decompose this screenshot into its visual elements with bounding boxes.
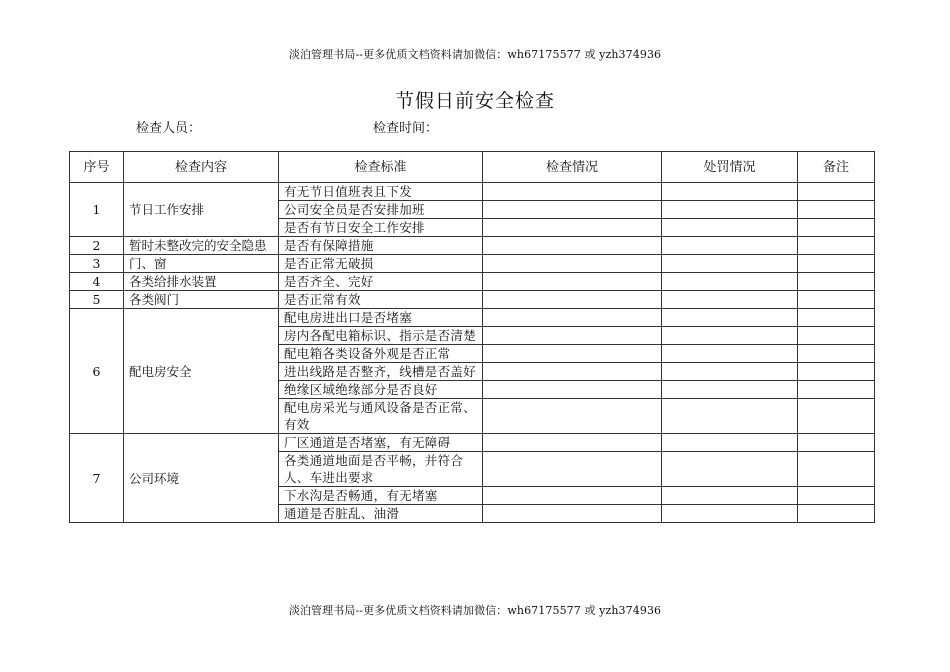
check-standard: 是否有保障措施 <box>279 237 483 255</box>
penalty-cell[interactable] <box>662 399 798 434</box>
check-standard: 是否齐全、完好 <box>279 273 483 291</box>
result-cell[interactable] <box>483 345 662 363</box>
check-standard: 有无节日值班表且下发 <box>279 183 483 201</box>
remarks-cell[interactable] <box>798 434 875 452</box>
check-standard: 是否正常无破损 <box>279 255 483 273</box>
header-no: 序号 <box>70 152 124 183</box>
penalty-cell[interactable] <box>662 291 798 309</box>
check-standard: 是否有节日安全工作安排 <box>279 219 483 237</box>
penalty-cell[interactable] <box>662 255 798 273</box>
check-standard: 绝缘区域绝缘部分是否良好 <box>279 381 483 399</box>
row-number: 5 <box>70 291 124 309</box>
result-cell[interactable] <box>483 434 662 452</box>
check-item: 门、窗 <box>124 255 279 273</box>
penalty-cell[interactable] <box>662 363 798 381</box>
page-header: 淡泊管理书局--更多优质文档资料请加微信：wh67175577 或 yzh374936 <box>288 48 662 61</box>
table-row <box>70 273 875 291</box>
penalty-cell[interactable] <box>662 309 798 327</box>
check-standard: 下水沟是否畅通，有无堵塞 <box>279 487 483 505</box>
table-row <box>70 309 875 327</box>
penalty-cell[interactable] <box>662 434 798 452</box>
result-cell[interactable] <box>483 505 662 523</box>
result-cell[interactable] <box>483 183 662 201</box>
result-cell[interactable] <box>483 309 662 327</box>
result-cell[interactable] <box>483 255 662 273</box>
check-item: 各类给排水装置 <box>124 273 279 291</box>
header-result: 检查情况 <box>483 152 662 183</box>
remarks-cell[interactable] <box>798 327 875 345</box>
check-item: 配电房安全 <box>124 309 279 434</box>
remarks-cell[interactable] <box>798 183 875 201</box>
result-cell[interactable] <box>483 327 662 345</box>
penalty-cell[interactable] <box>662 381 798 399</box>
document-title: 节假日前安全检查 <box>394 90 555 112</box>
table-row <box>70 434 875 452</box>
table-row <box>70 291 875 309</box>
result-cell[interactable] <box>483 291 662 309</box>
table-row <box>70 237 875 255</box>
penalty-cell[interactable] <box>662 452 798 487</box>
remarks-cell[interactable] <box>798 273 875 291</box>
row-number: 1 <box>70 183 124 237</box>
remarks-cell[interactable] <box>798 399 875 434</box>
result-cell[interactable] <box>483 381 662 399</box>
check-standard: 各类通道地面是否平畅，并符合人、车进出要求 <box>279 452 483 487</box>
result-cell[interactable] <box>483 237 662 255</box>
remarks-cell[interactable] <box>798 505 875 523</box>
result-cell[interactable] <box>483 219 662 237</box>
check-item: 公司环境 <box>124 434 279 523</box>
header-penalty: 处罚情况 <box>662 152 798 183</box>
penalty-cell[interactable] <box>662 487 798 505</box>
penalty-cell[interactable] <box>662 345 798 363</box>
check-standard: 是否正常有效 <box>279 291 483 309</box>
remarks-cell[interactable] <box>798 363 875 381</box>
remarks-cell[interactable] <box>798 452 875 487</box>
check-standard: 通道是否脏乱、油滑 <box>279 505 483 523</box>
check-standard: 房内各配电箱标识、指示是否清楚 <box>279 327 483 345</box>
table-row <box>70 255 875 273</box>
penalty-cell[interactable] <box>662 237 798 255</box>
remarks-cell[interactable] <box>798 237 875 255</box>
header-remarks: 备注 <box>798 152 875 183</box>
row-number: 3 <box>70 255 124 273</box>
row-number: 7 <box>70 434 124 523</box>
penalty-cell[interactable] <box>662 273 798 291</box>
result-cell[interactable] <box>483 452 662 487</box>
penalty-cell[interactable] <box>662 219 798 237</box>
result-cell[interactable] <box>483 363 662 381</box>
remarks-cell[interactable] <box>798 309 875 327</box>
remarks-cell[interactable] <box>798 345 875 363</box>
inspection-time-label: 检查时间： <box>373 121 439 136</box>
result-cell[interactable] <box>483 273 662 291</box>
remarks-cell[interactable] <box>798 291 875 309</box>
penalty-cell[interactable] <box>662 201 798 219</box>
check-standard: 配电房采光与通风设备是否正常、有效 <box>279 399 483 434</box>
check-item: 暂时未整改完的安全隐患 <box>124 237 279 255</box>
inspector-label: 检查人员： <box>136 121 202 136</box>
result-cell[interactable] <box>483 487 662 505</box>
check-standard: 进出线路是否整齐，线槽是否盖好 <box>279 363 483 381</box>
page-footer: 淡泊管理书局--更多优质文档资料请加微信：wh67175577 或 yzh374936 <box>288 604 662 617</box>
row-number: 6 <box>70 309 124 434</box>
remarks-cell[interactable] <box>798 487 875 505</box>
row-number: 4 <box>70 273 124 291</box>
check-standard: 公司安全员是否安排加班 <box>279 201 483 219</box>
penalty-cell[interactable] <box>662 327 798 345</box>
penalty-cell[interactable] <box>662 505 798 523</box>
remarks-cell[interactable] <box>798 219 875 237</box>
penalty-cell[interactable] <box>662 183 798 201</box>
remarks-cell[interactable] <box>798 381 875 399</box>
header-standard: 检查标准 <box>279 152 483 183</box>
check-standard: 配电房进出口是否堵塞 <box>279 309 483 327</box>
header-item: 检查内容 <box>124 152 279 183</box>
safety-checklist-table <box>69 151 875 523</box>
result-cell[interactable] <box>483 399 662 434</box>
table-row <box>70 183 875 201</box>
row-number: 2 <box>70 237 124 255</box>
check-standard: 配电箱各类设备外观是否正常 <box>279 345 483 363</box>
check-standard: 厂区通道是否堵塞，有无障碍 <box>279 434 483 452</box>
remarks-cell[interactable] <box>798 201 875 219</box>
table-header-row <box>70 152 875 183</box>
remarks-cell[interactable] <box>798 255 875 273</box>
check-item: 节日工作安排 <box>124 183 279 237</box>
result-cell[interactable] <box>483 201 662 219</box>
check-item: 各类阀门 <box>124 291 279 309</box>
